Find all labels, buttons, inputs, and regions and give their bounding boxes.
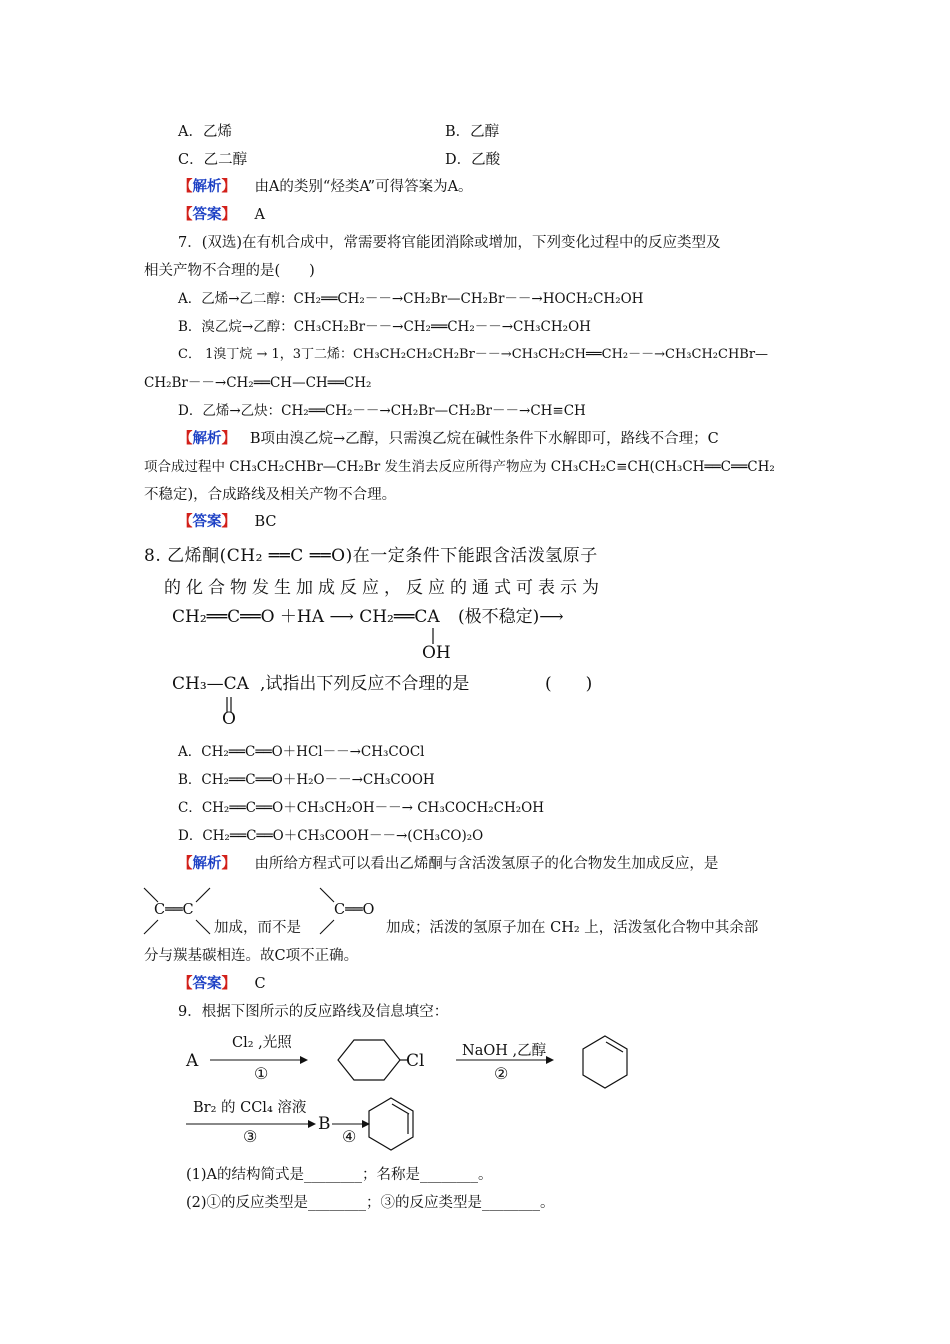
q8-analysis: 【解析】 由所给方程式可以看出乙烯酮与含活泼氢原子的化合物发生加成反应，是 bbox=[178, 855, 719, 872]
q9-subquestion-1: (1)A的结构简式是________；名称是________。 bbox=[186, 1167, 493, 1183]
q6-option-b: B．乙醇 bbox=[445, 124, 500, 140]
q7-option-d: D．乙烯→乙炔：CH₂══CH₂－－→CH₂Br—CH₂Br－－→CH≡CH bbox=[178, 403, 586, 419]
q8-option-d: D．CH₂══C══O＋CH₃COOH－－→(CH₃CO)₂O bbox=[178, 828, 484, 844]
q8-equation1-note: (极不稳定)⟶ bbox=[458, 607, 564, 627]
analysis-text: 由A的类别“烃类A”可得答案为A。 bbox=[254, 179, 473, 195]
q9-reaction3-number: ③ bbox=[243, 1127, 258, 1146]
q9-reaction3-reagent: Br₂ 的 CCl₄ 溶液 bbox=[193, 1100, 307, 1116]
analysis-text: B项由溴乙烷→乙醇，只需溴乙烷在碱性条件下水解即可，路线不合理；C bbox=[249, 431, 719, 447]
q7-option-c-line2: CH₂Br－－→CH₂══CH—CH══CH₂ bbox=[144, 375, 372, 391]
q8-stem-line1: 8. 乙烯酮(CH₂ ══C ══O)在一定条件下能跟含活泼氢原子 bbox=[144, 546, 598, 566]
q8-option-a: A．CH₂══C══O＋HCl－－→CH₃COCl bbox=[178, 744, 425, 760]
q9-stem: 9．根据下图所示的反应路线及信息填空： bbox=[178, 1004, 449, 1020]
analysis-label: 解析 bbox=[192, 430, 222, 447]
q9-compound-a: A bbox=[186, 1051, 199, 1071]
q8-analysis-line3: 分与羰基碳相连。故C项不正确。 bbox=[144, 948, 359, 964]
q7-option-a: A．乙烯→乙二醇：CH₂══CH₂－－→CH₂Br—CH₂Br－－→HOCH₂CH₂OH bbox=[178, 291, 644, 307]
q6-option-c: C．乙二醇 bbox=[178, 152, 248, 168]
q8-option-c: C．CH₂══C══O＋CH₃CH₂OH－－→ CH₃COCH₂CH₂OH bbox=[178, 800, 545, 816]
q7-answer: 【答案】 BC bbox=[178, 513, 277, 530]
analysis-text: 由所给方程式可以看出乙烯酮与含活泼氢原子的化合物发生加成反应，是 bbox=[254, 856, 719, 872]
q6-option-d: D．乙酸 bbox=[445, 152, 501, 168]
q9-subquestion-2: (2)①的反应类型是________；③的反应类型是________。 bbox=[186, 1195, 555, 1211]
q7-option-b: B．溴乙烷→乙醇：CH₃CH₂Br－－→CH₂══CH₂－－→CH₃CH₂OH bbox=[178, 319, 591, 335]
q9-reaction1-number: ① bbox=[254, 1064, 269, 1083]
q8-option-b: B．CH₂══C══O＋H₂O－－→CH₃COOH bbox=[178, 772, 435, 788]
q6-answer: 【答案】 A bbox=[178, 206, 265, 223]
q8-equation2-text: ,试指出下列反应不合理的是 bbox=[260, 674, 470, 694]
cyclohexadiene-ring bbox=[369, 1098, 413, 1150]
carbonyl-label: C══O bbox=[334, 902, 375, 918]
q7-analysis-line3: 不稳定)，合成路线及相关产物不合理。 bbox=[144, 487, 397, 503]
answer-text: BC bbox=[254, 514, 277, 530]
q9-chlorine-label: Cl bbox=[406, 1051, 425, 1071]
q9-compound-b: B bbox=[318, 1114, 331, 1134]
q6-analysis: 【解析】 由A的类别“烃类A”可得答案为A。 bbox=[178, 178, 473, 195]
q7-analysis: 【解析】 B项由溴乙烷→乙醇，只需溴乙烷在碱性条件下水解即可，路线不合理；C bbox=[178, 430, 719, 447]
q8-equation1: CH₂══C══O ＋HA ⟶ CH₂══CA bbox=[172, 607, 440, 627]
q7-option-c-line1: C． 1溴丁烷 → 1，3丁二烯：CH₃CH₂CH₂CH₂Br－－→CH₃CH₂CH══CH₂－－→CH₃CH₂CHBr— bbox=[178, 347, 769, 362]
answer-label: 答案 bbox=[192, 975, 222, 992]
q8-answer: 【答案】 C bbox=[178, 975, 266, 992]
q8-analysis-line2b: 加成；活泼的氢原子加在 CH₂ 上，活泼氢化合物中其余部 bbox=[386, 920, 759, 936]
answer-label: 答案 bbox=[192, 513, 222, 530]
q8-stem-line2: 的化合物发生加成反应，反应的通式可表示为 bbox=[164, 578, 604, 598]
q8-equation2-o: O bbox=[222, 709, 236, 729]
cyclohexane-ring bbox=[338, 1040, 400, 1080]
q9-reaction4-number: ④ bbox=[342, 1127, 357, 1146]
alkene-label: C══C bbox=[154, 902, 194, 918]
q8-equation1-oh: OH bbox=[422, 643, 451, 663]
q8-answer-paren: ( ) bbox=[545, 674, 593, 694]
q9-reaction1-reagent: Cl₂ ,光照 bbox=[232, 1035, 292, 1051]
analysis-label: 解析 bbox=[192, 855, 222, 872]
analysis-label: 解析 bbox=[192, 178, 222, 195]
q9-reaction2-number: ② bbox=[494, 1064, 509, 1083]
q8-analysis-line2a: 加成，而不是 bbox=[214, 920, 301, 936]
answer-text: C bbox=[254, 976, 266, 992]
q9-reaction2-reagent: NaOH ,乙醇 bbox=[462, 1043, 547, 1059]
cyclohexene-ring bbox=[583, 1036, 627, 1088]
answer-text: A bbox=[254, 207, 265, 223]
q7-stem-line1: 7．(双选)在有机合成中，常需要将官能团消除或增加，下列变化过程中的反应类型及 bbox=[178, 235, 721, 251]
q8-equation2: CH₃—CA bbox=[172, 674, 249, 694]
q7-analysis-line2: 项合成过程中 CH₃CH₂CHBr—CH₂Br 发生消去反应所得产物应为 CH₃CH₂C≡CH(CH₃CH══C══CH₂ bbox=[144, 459, 775, 475]
q6-option-a: A．乙烯 bbox=[178, 124, 232, 140]
answer-label: 答案 bbox=[192, 206, 222, 223]
q7-stem-line2: 相关产物不合理的是( ) bbox=[144, 263, 315, 279]
